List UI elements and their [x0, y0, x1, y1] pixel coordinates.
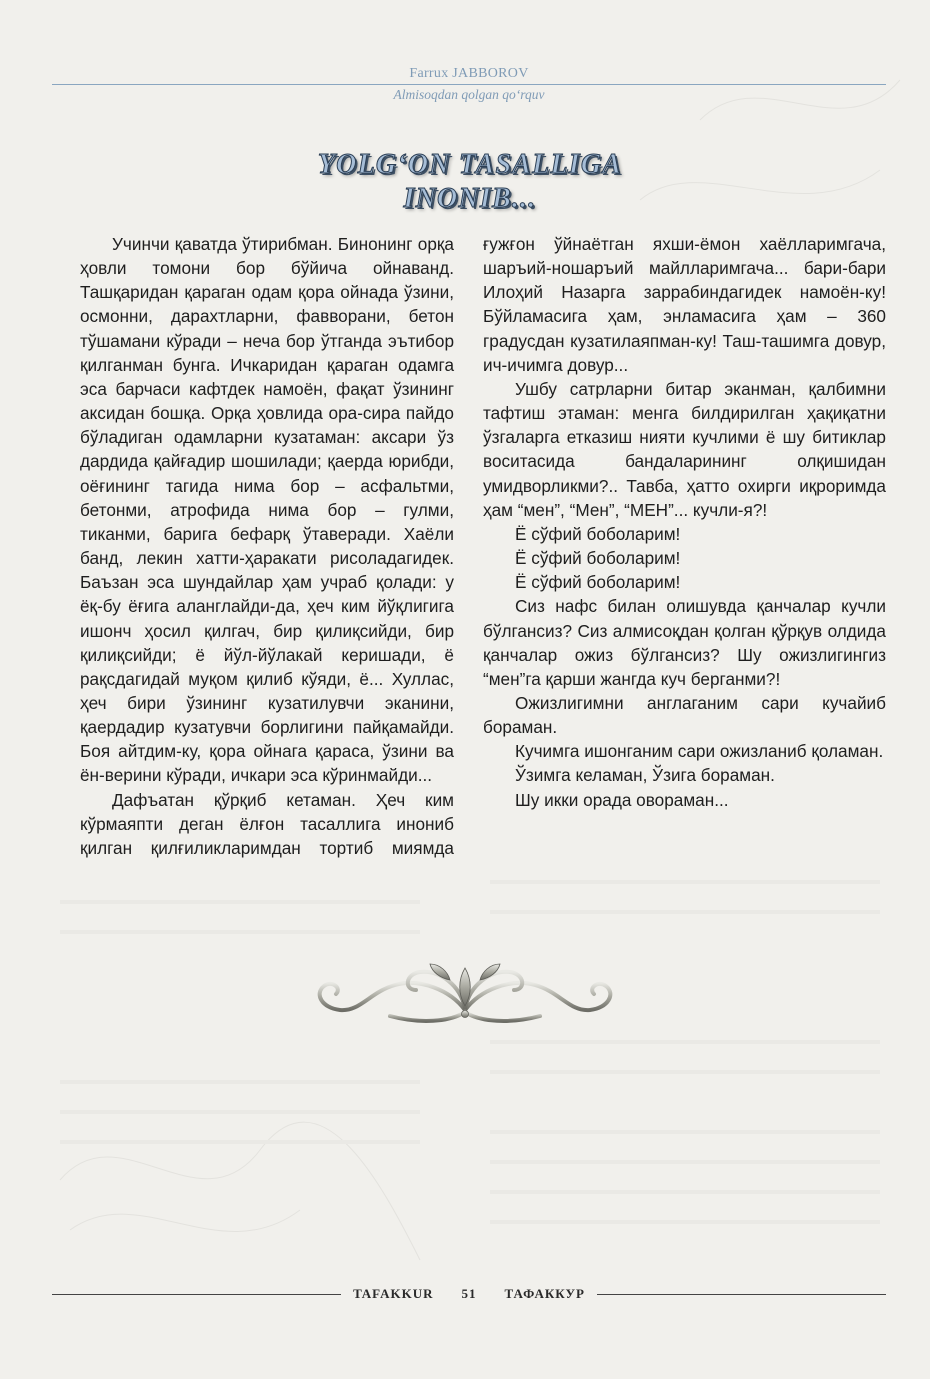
left-text-column: [80, 232, 454, 860]
paragraph: Ушбу сатрларни битар эканман, қалбимни тафтиш этаман: менга билдирилган ҳақиқатни ўзгаларга етказиш нияти кучлими ё шу битиклар воситасида бандаларининг олқишидан умидворликми?.. Тавба, ҳатто охирги иқроримда ҳам “мен”, “Мен”, “МЕН”... кучли-я?!: [483, 378, 886, 520]
running-header: [52, 66, 886, 106]
footer-magazine-latin: TAFAKKUR: [353, 1286, 434, 1301]
header-author: Farrux JABBOROV: [409, 66, 529, 81]
page-footer: [52, 1284, 886, 1304]
footer-rule-left: [52, 1294, 341, 1295]
paragraph: ғужғон ўйнаётган яхши-ёмон хаёлларимгача, шаръий-ношаръий майлларимгача... бари-бари Илоҳий Назарга заррабиндагидек намоён-ку! Бўйламасига ҳам, энламасига ҳам – 360 градусдан кузатилаяпман-ку! Таш-ташимга довур, ич-ичимга довур...: [483, 234, 886, 375]
exclamation-line: Ё сўфий боболарим!: [515, 548, 681, 569]
footer-magazine-cyrillic: ТАФАККУР: [504, 1286, 585, 1301]
title-line-2: INONIB...: [403, 183, 537, 214]
floral-scroll-ornament-icon: [300, 950, 630, 1030]
paragraph: Ожизлигимни англаганим сари кучайиб бораман.: [483, 692, 886, 738]
paragraph: Дафъатан қўрқиб кетаман. Ҳеч ким кўрмаяпти деган ёлғон тасаллига инониб қилган қилғиликларимдан тортиб миямда: [80, 789, 454, 858]
right-text-column: [483, 232, 886, 812]
exclamation-line: Ё сўфий боболарим!: [515, 523, 681, 544]
paragraph: Кучимга ишонганим сари ожизланиб қоламан.: [515, 741, 884, 762]
paragraph: Ўзимга келаман, Ўзига бораман.: [515, 765, 775, 786]
paragraph: Учинчи қаватда ўтирибман. Бинонинг орқа ҳовли томони бор бўйича ойнаванд. Ташқаридан қараган одам қора ойнада ўзини, осмонни, дарахтларни, фавворани, бетон тўшамани кўради – неча бор ўтганда эътибор қилганман бунга. Ичкаридан қараган одамга эса барчаси кафтдек намоён, фақат ўзининг аксидан бошқа. Орқа ҳовлида ора-сира пайдо бўладиган одамларни кузатаман: аксари ўз дардида қайғадир шошилади; қаерда юрибди, оёғининг тагида нима бор – асфальтми, бетонми, атрофида нима бор – гулми, тиканми, барига бефарқ ўтаверади. Хаёли банд, лекин хатти-ҳаракати рисоладагидек. Баъзан эса шундайлар ҳам учраб қолади: у ёқ-бу ёғига аланглайди-да, ҳеч ким йўқлигига ишонч ҳосил қилгач, бир қилиқсийди, бир қилиқсийди; ё йўл-йўлакай керишади, ё рақсдагидай муқом қилиб кўяди, ё... Хуллас, ҳеч бири ўзининг кузатилувчи эканини, қаердадир кузатувчи борлигини пайқамайди. Боя айтдим-ку, қора ойнага қараса, ўзини ва ён-верини кўради, ичкари эса кўринмайди...: [80, 234, 454, 786]
footer-rule-right: [597, 1294, 886, 1295]
paragraph: Сиз нафс билан олишувда қанчалар кучли бўлгансиз? Сиз алмисоқдан қолган қўрқув олдида қанчалар ожиз бўлгансиз? Шу ожизлигингиз “мен”га қарши жангда куч берганми?!: [483, 596, 886, 689]
title-line-1: YOLG‘ON TASALLIGA: [317, 149, 623, 180]
exclamation-line: Ё сўфий боболарим!: [515, 572, 681, 593]
article-title: [200, 148, 740, 216]
header-rule: [52, 84, 886, 85]
page-number: 51: [461, 1286, 477, 1301]
header-subtitle: Almisoqdan qolgan qo‘rquv: [393, 87, 545, 102]
paragraph: Шу икки орада овораман...: [515, 789, 729, 810]
